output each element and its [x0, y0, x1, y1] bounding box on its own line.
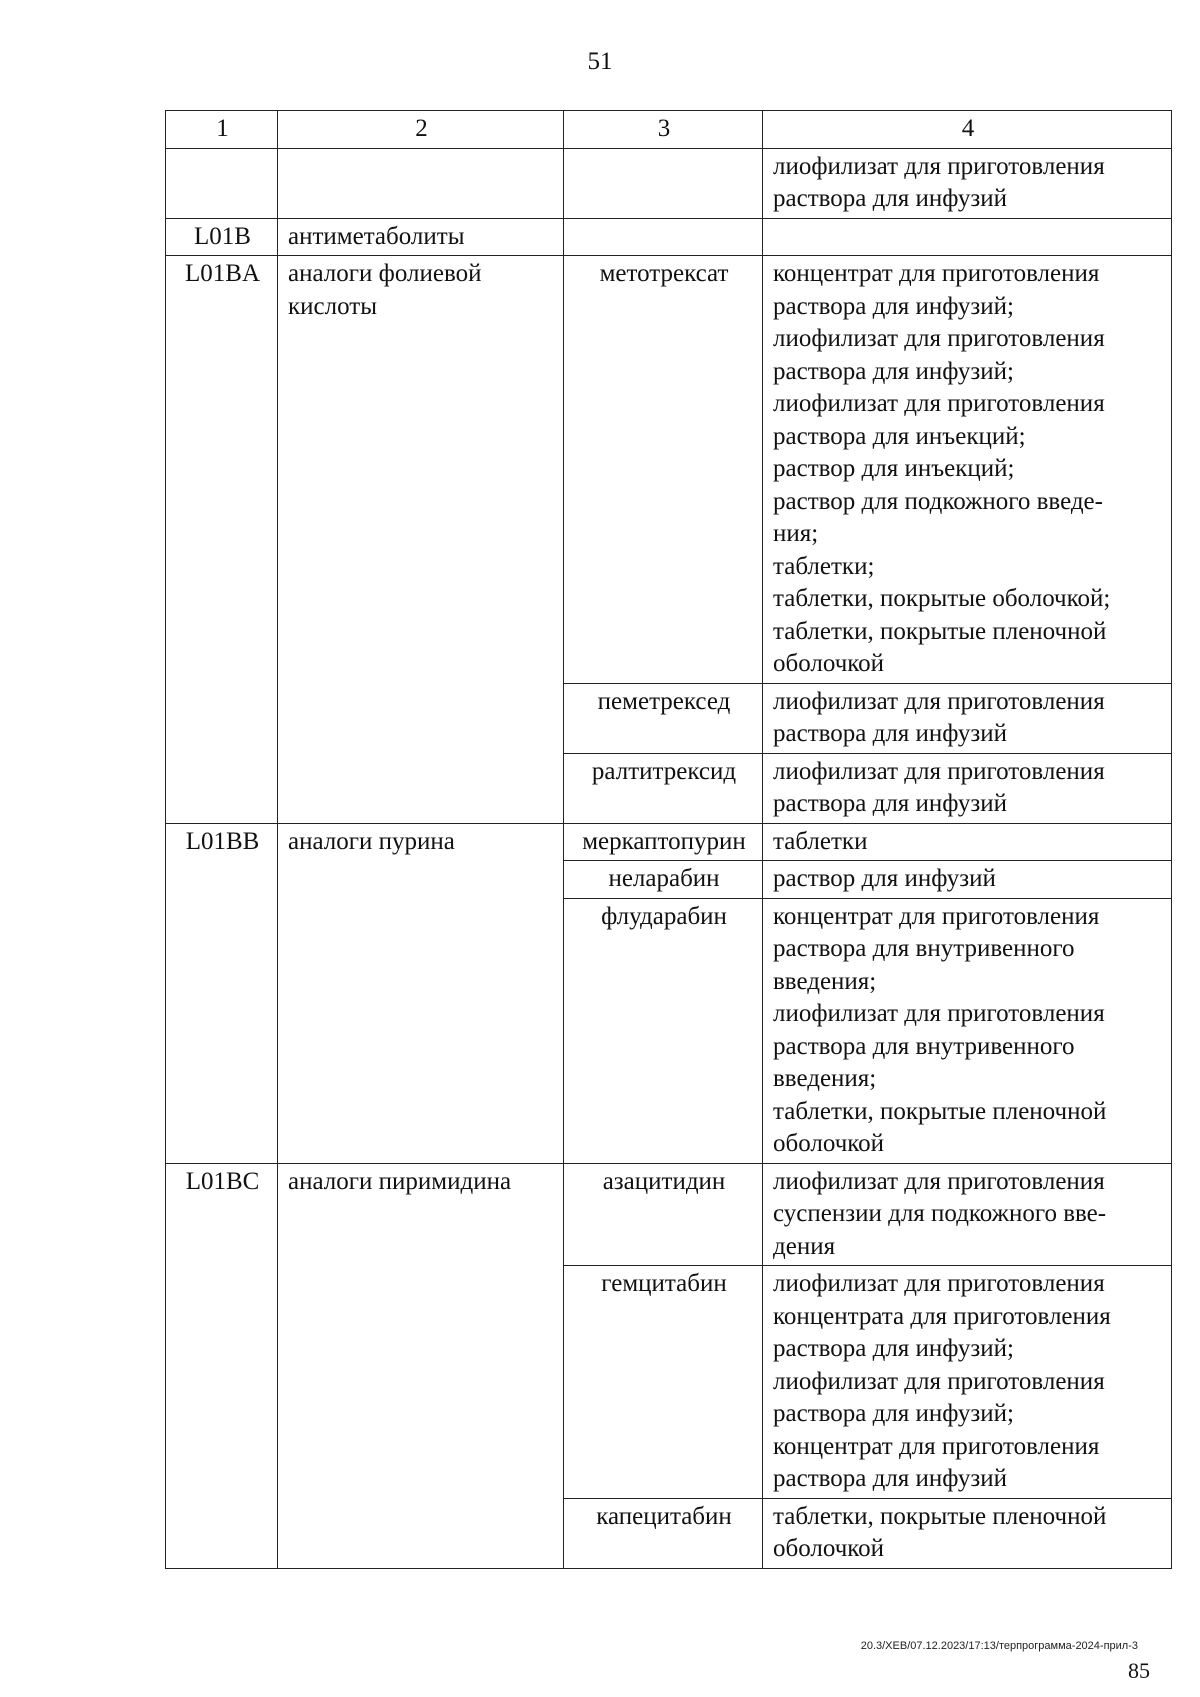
- drug-cell: ралтитрексид: [564, 753, 763, 823]
- dosage-form-line: лиофилизат для приготовления: [773, 757, 1105, 785]
- column-header-2: 2: [278, 111, 564, 149]
- dosage-forms-cell: [763, 861, 1172, 899]
- dosage-form-line: лиофилизат для приготовления: [773, 390, 1105, 417]
- dosage-form-line: лиофилизат для приготовления: [773, 1167, 1105, 1195]
- dosage-form-line: таблетки, покрытые пленочной: [773, 1502, 1107, 1530]
- dosage-form-line: концентрат для приготовления: [773, 902, 1100, 930]
- dosage-form-line: раствора для инфузий;: [773, 357, 1014, 385]
- dosage-forms-cell: [763, 1163, 1172, 1266]
- dosage-form-line: раствор для подкожного введе-: [773, 487, 1103, 515]
- drug-cell: [564, 218, 763, 256]
- dosage-forms-cell: [763, 683, 1172, 753]
- dosage-form-line: раствора для внутривенного: [773, 1032, 1075, 1060]
- dosage-form-line: таблетки;: [773, 552, 875, 580]
- dosage-form-line: раствора для внутривенного: [773, 935, 1075, 962]
- dosage-form-line: концентрат для приготовления: [773, 260, 1100, 287]
- dosage-form-line: раствора для инфузий: [773, 790, 1008, 817]
- dosage-forms-cell: [763, 1498, 1172, 1568]
- group-cell: аналоги пиримидина: [278, 1163, 564, 1568]
- dosage-form-line: суспензии для подкожного вве-: [773, 1200, 1107, 1227]
- column-header-4: 4: [763, 111, 1172, 149]
- dosage-forms-cell: [763, 256, 1172, 684]
- dosage-forms-cell: [763, 218, 1172, 256]
- atc-code-cell: [166, 148, 278, 218]
- dosage-form-line: раствор для инъекций;: [773, 455, 1015, 482]
- dosage-form-line: введения;: [773, 1065, 877, 1092]
- drug-cell: пеметрексед: [564, 683, 763, 753]
- group-cell: аналоги пурина: [278, 823, 564, 1163]
- dosage-form-line: таблетки, покрытые оболочкой;: [773, 585, 1111, 612]
- column-header-1: 1: [166, 111, 278, 149]
- drug-cell: азацитидин: [564, 1163, 763, 1266]
- dosage-form-line: таблетки: [773, 827, 868, 855]
- atc-code-cell: L01B: [166, 218, 278, 256]
- dosage-form-line: раствор для инфузий: [773, 865, 996, 892]
- dosage-form-line: таблетки, покрытые пленочной: [773, 1097, 1107, 1125]
- table-row: [166, 148, 1172, 218]
- column-header-3: 3: [564, 111, 763, 149]
- drug-cell: метотрексат: [564, 256, 763, 684]
- dosage-form-line: лиофилизат для приготовления: [773, 1000, 1105, 1027]
- group-cell: [278, 148, 564, 218]
- dosage-form-line: ния;: [773, 520, 819, 547]
- atc-code-cell: L01BA: [166, 256, 278, 824]
- atc-code-cell: L01BB: [166, 823, 278, 1163]
- drug-table: [165, 110, 1172, 1569]
- drug-cell: меркаптопурин: [564, 823, 763, 861]
- footer-page-number: 85: [1128, 1658, 1150, 1683]
- atc-code-cell: L01BC: [166, 1163, 278, 1568]
- dosage-form-line: лиофилизат для приготовления: [773, 1367, 1105, 1395]
- dosage-form-line: оболочкой: [773, 650, 885, 677]
- dosage-form-line: введения;: [773, 967, 877, 995]
- page-number: 51: [587, 48, 613, 75]
- dosage-form-line: раствора для инфузий;: [773, 292, 1014, 320]
- dosage-forms-cell: [763, 823, 1172, 861]
- drug-cell: [564, 148, 763, 218]
- drug-cell: неларабин: [564, 861, 763, 899]
- dosage-forms-cell: [763, 753, 1172, 823]
- drug-cell: капецитабин: [564, 1498, 763, 1568]
- dosage-form-line: раствора для инфузий;: [773, 1335, 1014, 1362]
- dosage-form-line: раствора для инфузий: [773, 1465, 1008, 1492]
- drug-cell: гемцитабин: [564, 1266, 763, 1499]
- dosage-form-line: раствора для инфузий;: [773, 1400, 1014, 1427]
- table-row: [166, 218, 1172, 256]
- table-row: [166, 256, 1172, 684]
- dosage-form-line: лиофилизат для приготовления: [773, 325, 1105, 352]
- dosage-form-line: лиофилизат для приготовления: [773, 152, 1105, 180]
- table-header-row: [166, 111, 1172, 149]
- group-cell: аналоги фолиевой кислоты: [278, 256, 564, 824]
- dosage-form-line: концентрата для приготовления: [773, 1302, 1111, 1330]
- dosage-form-line: раствора для инфузий: [773, 720, 1008, 747]
- drug-cell: флударабин: [564, 898, 763, 1163]
- dosage-form-line: раствора для инфузий: [773, 185, 1008, 212]
- dosage-form-line: концентрат для приготовления: [773, 1432, 1100, 1460]
- dosage-forms-cell: [763, 1266, 1172, 1499]
- dosage-form-line: лиофилизат для приготовления: [773, 1270, 1105, 1297]
- dosage-form-line: раствора для инъекций;: [773, 422, 1026, 450]
- dosage-form-line: таблетки, покрытые пленочной: [773, 617, 1107, 645]
- dosage-forms-cell: [763, 898, 1172, 1163]
- group-cell: антиметаболиты: [278, 218, 564, 256]
- dosage-form-line: лиофилизат для приготовления: [773, 687, 1105, 715]
- dosage-form-line: оболочкой: [773, 1535, 885, 1562]
- dosage-forms-cell: [763, 148, 1172, 218]
- dosage-form-line: дения: [773, 1232, 836, 1260]
- table-row: [166, 823, 1172, 861]
- dosage-form-line: оболочкой: [773, 1130, 885, 1157]
- document-code: 20.3/ХЕВ/07.12.2023/17:13/терпрограмма-2024-прил-3: [860, 1640, 1138, 1652]
- table-row: [166, 1163, 1172, 1266]
